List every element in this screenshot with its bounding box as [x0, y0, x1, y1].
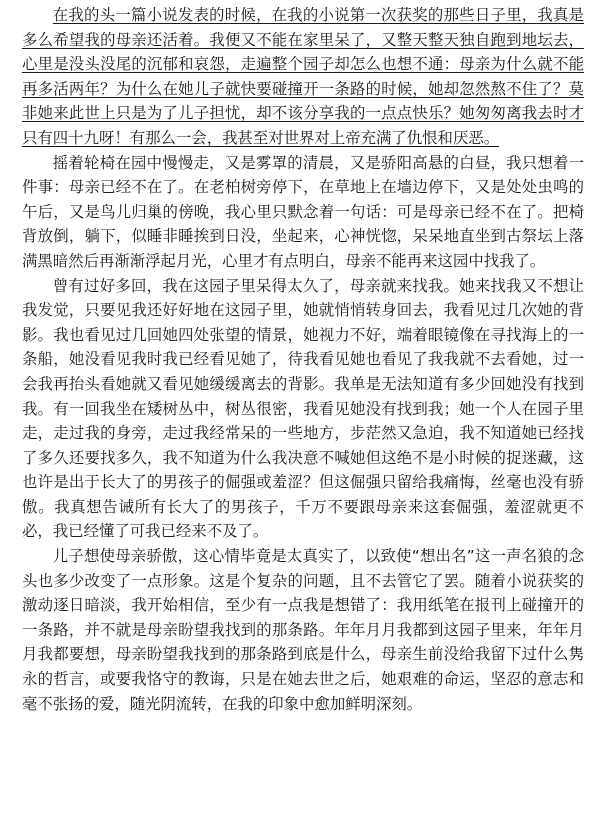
paragraph-4: 儿子想使母亲骄傲，这心情毕竟是太真实了，以致使“想出名”这一声名狼的念头也多少改变了一点形象。这是个复杂的问题，且不去管它了罢。随着小说获奖的激动逐日暗淡，我开始相信，至少有一点我是想错了：我用纸笔在报刊上碰撞开的一条路，并不就是母亲盼望我找到的那条路。年年月月我都到这园子里来，年年月月我都要想，母亲盼望我找到的那条路到底是什么，母亲生前没给我留下过什么隽永的哲言，或要我恪守的教诲，只是在她去世之后，她艰难的命运，坚忍的意志和毫不张扬的爱，随光阴流转，在我的印象中愈加鲜明深刻。: [22, 547, 584, 713]
paragraph-1: 在我的头一篇小说发表的时候，在我的小说第一次获奖的那些日子里，我真是多么希望我的母亲还活着。我便又不能在家里呆了，又整天整天独自跑到地坛去，心里是没头没尾的沉郁和哀怨，走遍整个园子却怎么也想不通：母亲为什么就不能再多活两年？为什么在她儿子就快要碰撞开一条路的时候，她却忽然熬不住了？莫非她来此世上只是为了儿子担忧，却不该分享我的一点点快乐？她匆匆离我去时才只有四十九呀！有那么一会，我甚至对世界对上帝充满了仇恨和厌恶。: [22, 6, 584, 147]
article-body: [22, 3, 584, 716]
paragraph-2: 摇着轮椅在园中慢慢走，又是雾罩的清晨，又是骄阳高悬的白昼，我只想着一件事：母亲已经不在了。在老柏树旁停下，在草地上在墙边停下，又是处处虫鸣的午后，又是鸟儿归巢的傍晚，我心里只默念着一句话：可是母亲已经不在了。把椅背放倒，躺下，似睡非睡挨到日没，坐起来，心神恍惚，呆呆地直坐到古祭坛上落满黑暗然后再渐渐浮起月光，心里才有点明白，母亲不能再来这园中找我了。: [22, 153, 584, 270]
paragraph-3: 曾有过好多回，我在这园子里呆得太久了，母亲就来找我。她来找我又不想让我发觉，只要见我还好好地在这园子里，她就悄悄转身回去，我看见过几次她的背影。我也看见过几回她四处张望的情景，她视力不好，端着眼镜像在寻找海上的一条船，她没看见我时我已经看见她了，待我看见她也看见了我我就不去看她，过一会我再抬头看她就又看见她缓缓离去的背影。我单是无法知道有多少回她没有找到我。有一回我坐在矮树丛中，树丛很密，我看见她没有找到我；她一个人在园子里走，走过我的身旁，走过我经常呆的一些地方，步茫然又急迫，我不知道她已经找了多久还要找多久，我不知道为什么我决意不喊她但这绝不是小时候的捉迷藏，这也许是出于长大了的男孩子的倔强或羞涩？但这倔强只留给我痛悔，丝毫也没有骄傲。我真想告诫所有长大了的男孩子，千万不要跟母亲来这套倔强，羞涩就更不必，我已经懂了可我已经来不及了。: [22, 276, 584, 541]
